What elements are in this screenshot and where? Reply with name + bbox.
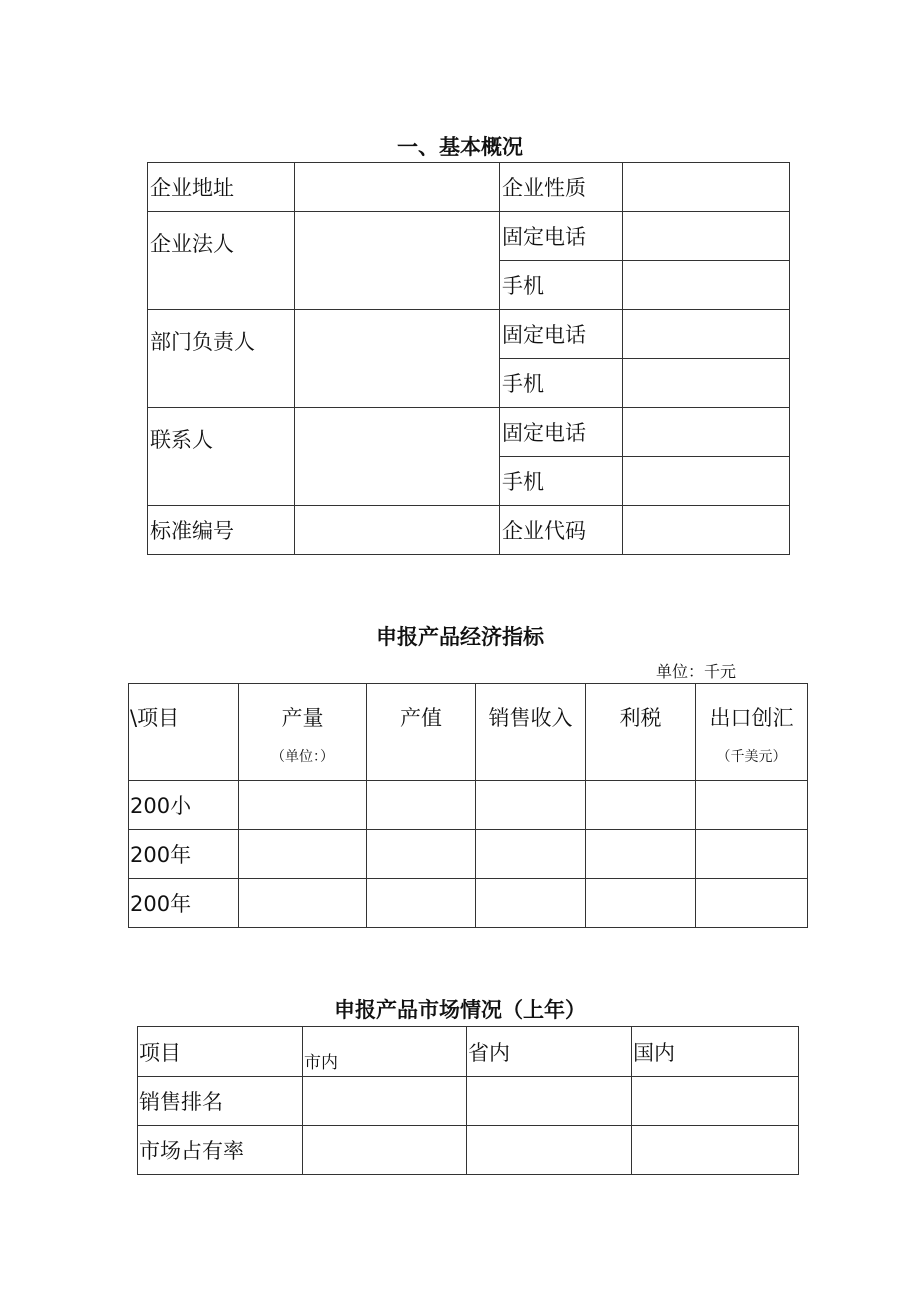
data-cell[interactable]	[239, 830, 367, 879]
data-cell[interactable]	[696, 879, 808, 928]
data-cell[interactable]	[632, 1077, 799, 1126]
data-cell[interactable]	[467, 1126, 632, 1175]
value-header-cell	[367, 684, 476, 781]
data-cell[interactable]	[586, 781, 696, 830]
year-row-label-cell	[129, 879, 239, 928]
data-cell[interactable]	[696, 781, 808, 830]
data-cell[interactable]	[239, 879, 367, 928]
legal-mobile-label-cell	[500, 261, 623, 310]
section1-title: 一、基本概况	[397, 135, 523, 159]
profit-tax-header: 利税	[619, 706, 662, 730]
output-unit: （单位：）	[271, 749, 334, 765]
contact-label-cell	[148, 408, 295, 506]
data-cell[interactable]	[367, 879, 476, 928]
domestic-header: 国内	[633, 1040, 675, 1065]
market-situation-table	[137, 1026, 799, 1175]
sales-header-cell	[476, 684, 586, 781]
address-label-cell	[148, 163, 295, 212]
standard-value-cell[interactable]	[295, 506, 500, 555]
unit-note: 单位：千元	[656, 662, 737, 681]
section2-title: 申报产品经济指标	[376, 625, 544, 649]
data-cell[interactable]	[696, 830, 808, 879]
sales-rank-label: 销售排名	[139, 1090, 223, 1114]
dept-mobile-value-cell[interactable]	[623, 359, 790, 408]
value-header: 产值	[400, 706, 442, 730]
address-value-cell[interactable]	[295, 163, 500, 212]
economic-indicators-table	[128, 683, 808, 928]
dept-mobile-label: 手机	[502, 372, 544, 396]
year-row-label: 200年	[130, 892, 192, 916]
export-header-cell	[696, 684, 808, 781]
contact-value-cell[interactable]	[295, 408, 500, 506]
address-label: 企业地址	[150, 176, 234, 200]
data-cell[interactable]	[303, 1126, 467, 1175]
contact-landline-label: 固定电话	[502, 421, 586, 445]
dept-label-cell	[148, 310, 295, 408]
dept-label: 部门负责人	[150, 330, 255, 354]
contact-mobile-label-cell	[500, 457, 623, 506]
nature-value-cell[interactable]	[623, 163, 790, 212]
code-label: 企业代码	[502, 519, 586, 543]
dept-value-cell[interactable]	[295, 310, 500, 408]
profit-tax-header-cell	[586, 684, 696, 781]
market-item-header: 项目	[139, 1040, 181, 1065]
data-cell[interactable]	[367, 781, 476, 830]
data-cell[interactable]	[586, 879, 696, 928]
item-header-cell	[129, 684, 239, 781]
data-cell[interactable]	[476, 781, 586, 830]
dept-landline-label: 固定电话	[502, 323, 586, 347]
legal-landline-value-cell[interactable]	[623, 212, 790, 261]
market-item-header-cell	[138, 1027, 303, 1077]
year-row-label: 200年	[130, 843, 192, 867]
code-label-cell	[500, 506, 623, 555]
data-cell[interactable]	[632, 1126, 799, 1175]
sales-header: 销售收入	[488, 706, 573, 730]
city-header-cell	[303, 1027, 467, 1077]
province-header: 省内	[468, 1040, 510, 1065]
legal-mobile-value-cell[interactable]	[623, 261, 790, 310]
dept-landline-label-cell	[500, 310, 623, 359]
legal-landline-label-cell	[500, 212, 623, 261]
output-header: 产量	[281, 706, 324, 730]
standard-label-cell	[148, 506, 295, 555]
domestic-header-cell	[632, 1027, 799, 1077]
city-header: 市内	[304, 1053, 338, 1073]
contact-mobile-value-cell[interactable]	[623, 457, 790, 506]
dept-mobile-label-cell	[500, 359, 623, 408]
data-cell[interactable]	[239, 781, 367, 830]
data-cell[interactable]	[367, 830, 476, 879]
market-share-label-cell	[138, 1126, 303, 1175]
basic-info-table	[147, 162, 790, 555]
item-header: \项目	[130, 706, 180, 730]
sales-rank-label-cell	[138, 1077, 303, 1126]
legal-mobile-label: 手机	[502, 274, 544, 298]
output-header-cell	[239, 684, 367, 781]
export-unit: （千美元）	[716, 749, 787, 765]
data-cell[interactable]	[476, 830, 586, 879]
legal-value-cell[interactable]	[295, 212, 500, 310]
legal-landline-label: 固定电话	[502, 225, 586, 249]
year-row-label-cell	[129, 781, 239, 830]
section3-title: 申报产品市场情况（上年）	[334, 998, 586, 1022]
standard-label: 标准编号	[150, 519, 234, 543]
nature-label-cell	[500, 163, 623, 212]
data-cell[interactable]	[467, 1077, 632, 1126]
contact-label: 联系人	[150, 428, 213, 452]
market-share-label: 市场占有率	[139, 1139, 244, 1163]
year-row-label: 200小	[130, 794, 192, 818]
export-header: 出口创汇	[709, 706, 794, 730]
contact-landline-label-cell	[500, 408, 623, 457]
data-cell[interactable]	[586, 830, 696, 879]
year-row-label-cell	[129, 830, 239, 879]
code-value-cell[interactable]	[623, 506, 790, 555]
legal-label: 企业法人	[150, 232, 234, 256]
data-cell[interactable]	[476, 879, 586, 928]
dept-landline-value-cell[interactable]	[623, 310, 790, 359]
nature-label: 企业性质	[502, 176, 586, 200]
contact-mobile-label: 手机	[502, 470, 544, 494]
data-cell[interactable]	[303, 1077, 467, 1126]
province-header-cell	[467, 1027, 632, 1077]
legal-label-cell	[148, 212, 295, 310]
contact-landline-value-cell[interactable]	[623, 408, 790, 457]
